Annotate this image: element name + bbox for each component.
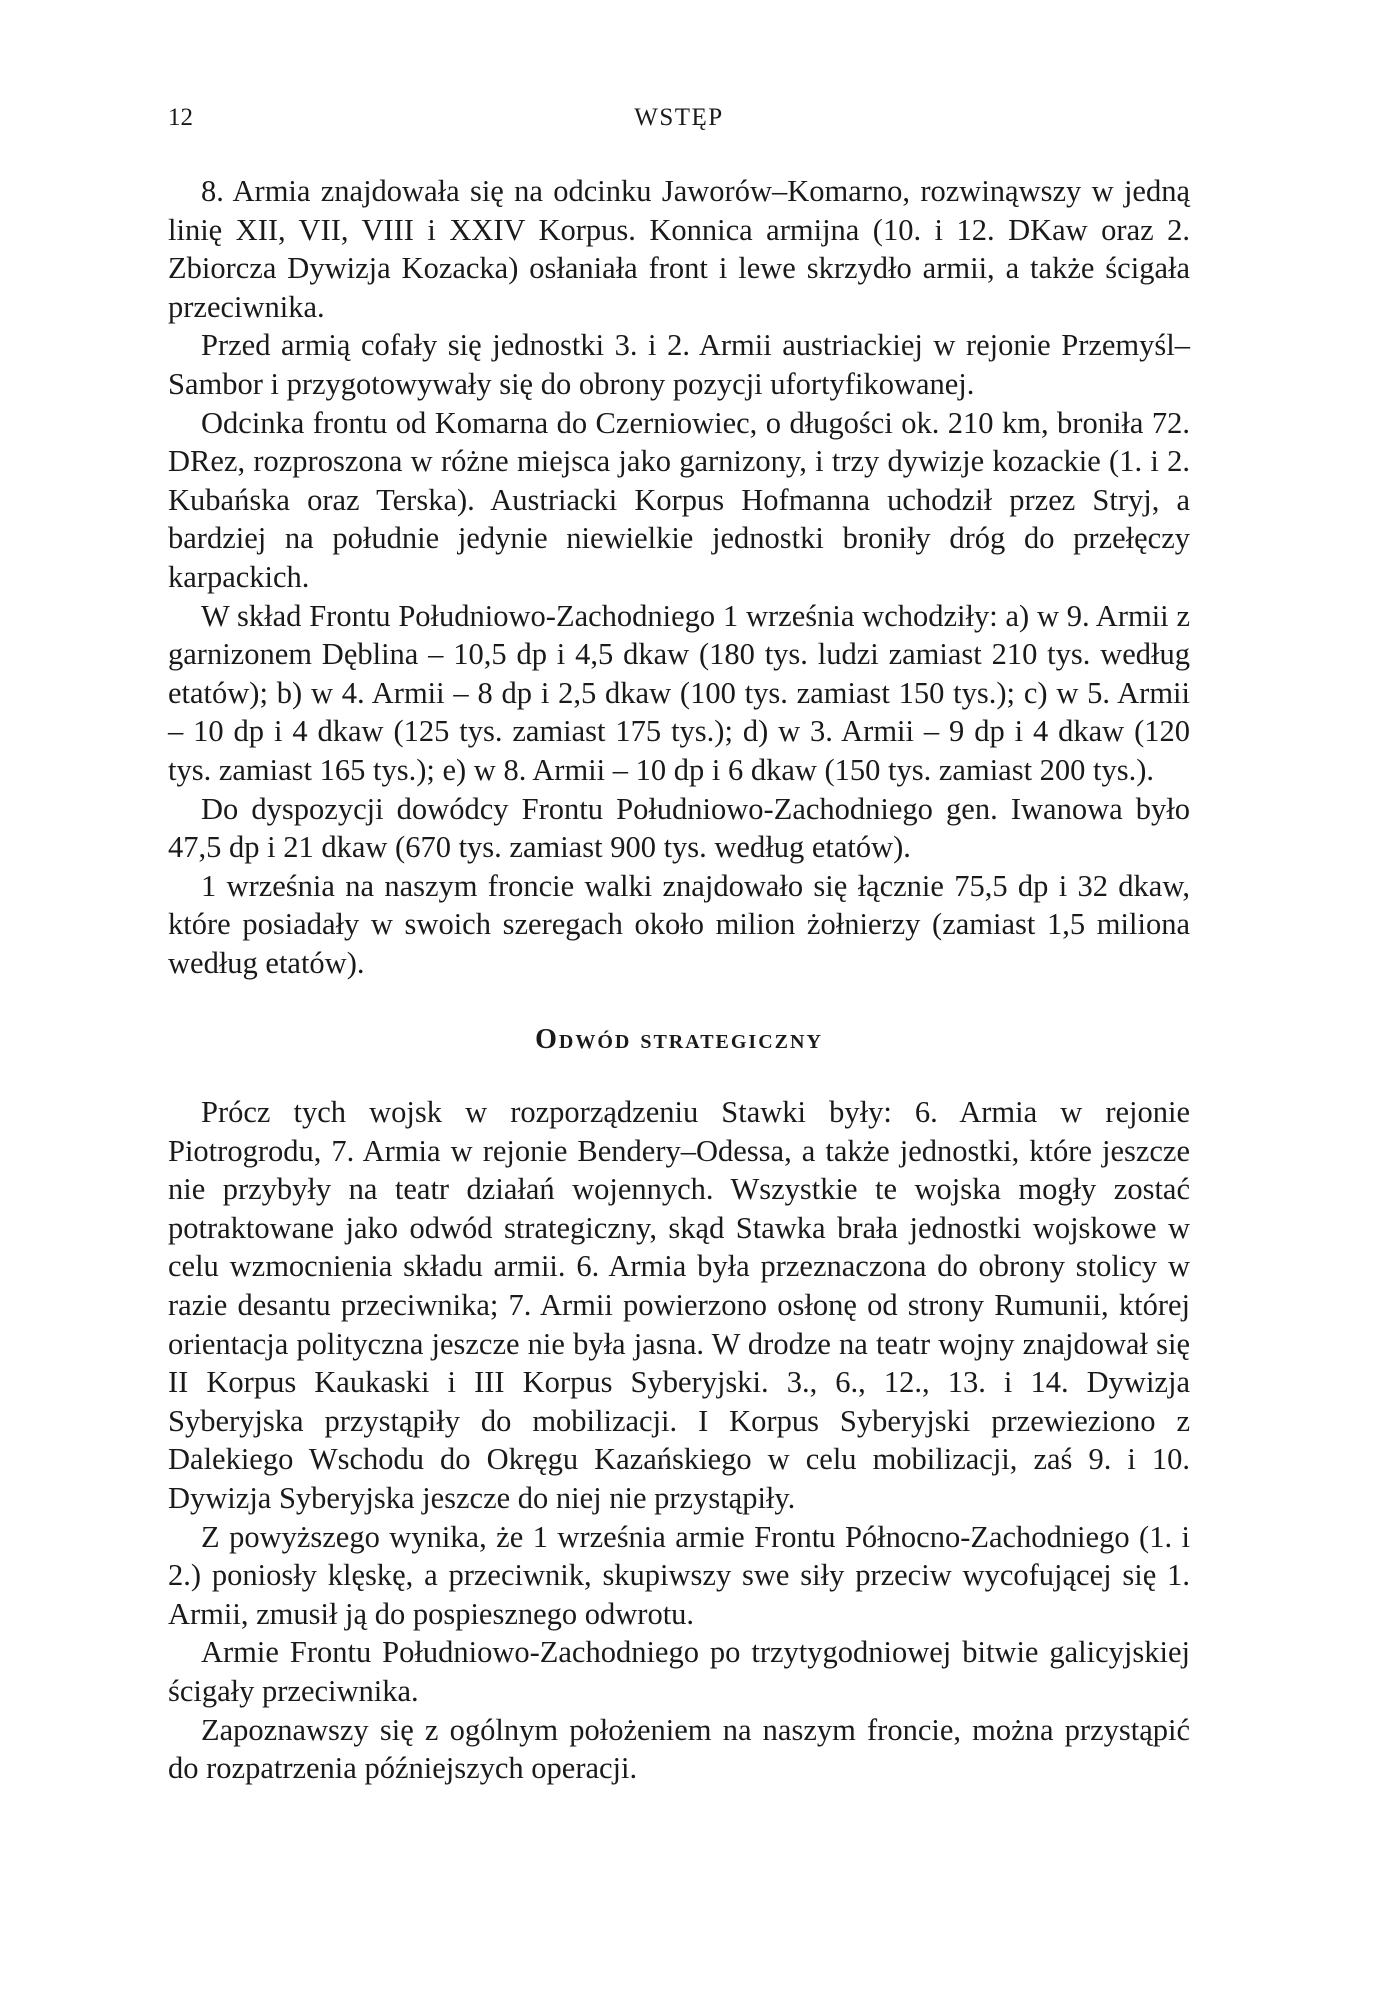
text-block-before-heading xyxy=(168,172,1190,982)
paragraph: Armie Frontu Południowo-Zachodniego po trzytygodniowej bitwie galicyjskiej ścigały przeciwnika. xyxy=(168,1635,1190,1708)
paragraph: 1 września na naszym froncie walki znajdowało się łącznie 75,5 dp i 32 dkaw, które posiadały w swoich szeregach około milion żołnierzy (zamiast 1,5 miliona według etatów). xyxy=(168,868,1190,980)
running-head xyxy=(168,100,1190,136)
page-number: 12 xyxy=(168,104,193,131)
section-heading: Odwód strategiczny xyxy=(535,1024,823,1055)
paragraph: Prócz tych wojsk w rozporządzeniu Stawki były: 6. Armia w rejonie Piotrogrodu, 7. Armia w rejonie Bendery–Odessa, a także jednostki, które jeszcze nie przybyły na teatr działań wojennych. Wszystkie te wojska mogły zostać potraktowane jako odwód strategiczny, skąd Stawka brała jednostki wojskowe w celu wzmocnienia składu armii. 6. Armia była przeznaczona do obrony stolicy w razie desantu przeciwnika; 7. Armii powierzono osłonę od strony Rumunii, której orientacja polityczna jeszcze nie była jasna. W drodze na teatr wojny znajdował się II Korpus Kaukaski i III Korpus Syberyjski. 3., 6., 12., 13. i 14. Dywizja Syberyjska przystąpiły do mobilizacji. I Korpus Syberyjski przewieziono z Dalekiego Wschodu do Okręgu Kazańskiego w celu mobilizacji, zaś 9. i 10. Dywizja Syberyjska jeszcze do niej nie przystąpiły. xyxy=(168,1095,1190,1515)
paragraph: Zapoznawszy się z ogólnym położeniem na naszym froncie, można przystąpić do rozpatrzenia późniejszych operacji. xyxy=(168,1712,1190,1786)
paragraph: 8. Armia znajdowała się na odcinku Jaworów–Komarno, rozwinąwszy w jedną linię XII, VII, VIII i XXIV Korpus. Konnica armijna (10. i 12. DKaw oraz 2. Zbiorcza Dywizja Kozacka) osłaniała front i lewe skrzydło armii, a także ścigała przeciwnika. xyxy=(168,174,1190,324)
running-title: WSTĘP xyxy=(634,104,724,131)
paragraph: Z powyższego wynika, że 1 września armie Frontu Północno-Zachodniego (1. i 2.) poniosły klęskę, a przeciwnik, skupiwszy swe siły przeciw wycofującej się 1. Armii, zmusił ją do pospiesznego odwrotu. xyxy=(168,1519,1190,1631)
paragraph: W skład Frontu Południowo-Zachodniego 1 września wchodziły: a) w 9. Armii z garnizonem Dęblina – 10,5 dp i 4,5 dkaw (180 tys. ludzi zamiast 210 tys. według etatów); b) w 4. Armii – 8 dp i 2,5 dkaw (100 tys. zamiast 150 tys.); c) w 5. Armii – 10 dp i 4 dkaw (125 tys. zamiast 175 tys.); d) w 3. Armii – 9 dp i 4 dkaw (120 tys. zamiast 165 tys.); e) w 8. Armii – 10 dp i 6 dkaw (150 tys. zamiast 200 tys.). xyxy=(168,598,1190,787)
paragraph: Przed armią cofały się jednostki 3. i 2. Armii austriackiej w rejonie Przemyśl–Sambor i przygotowywały się do obrony pozycji ufortyfikowanej. xyxy=(168,328,1190,401)
paragraph: Do dyspozycji dowódcy Frontu Południowo-Zachodniego gen. Iwanowa było 47,5 dp i 21 dkaw (670 tys. zamiast 900 tys. według etatów). xyxy=(168,791,1190,865)
paragraph: Odcinka frontu od Komarna do Czerniowiec, o długości ok. 210 km, broniła 72. DRez, rozproszona w różne miejsca jako garnizony, i trzy dywizje kozackie (1. i 2. Kubańska oraz Terska). Austriacki Korpus Hofmanna uchodził przez Stryj, a bardziej na południe jedynie niewielkie jednostki broniły dróg do przełęczy karpackich. xyxy=(168,405,1190,594)
text-block-after-heading xyxy=(168,1093,1190,1788)
